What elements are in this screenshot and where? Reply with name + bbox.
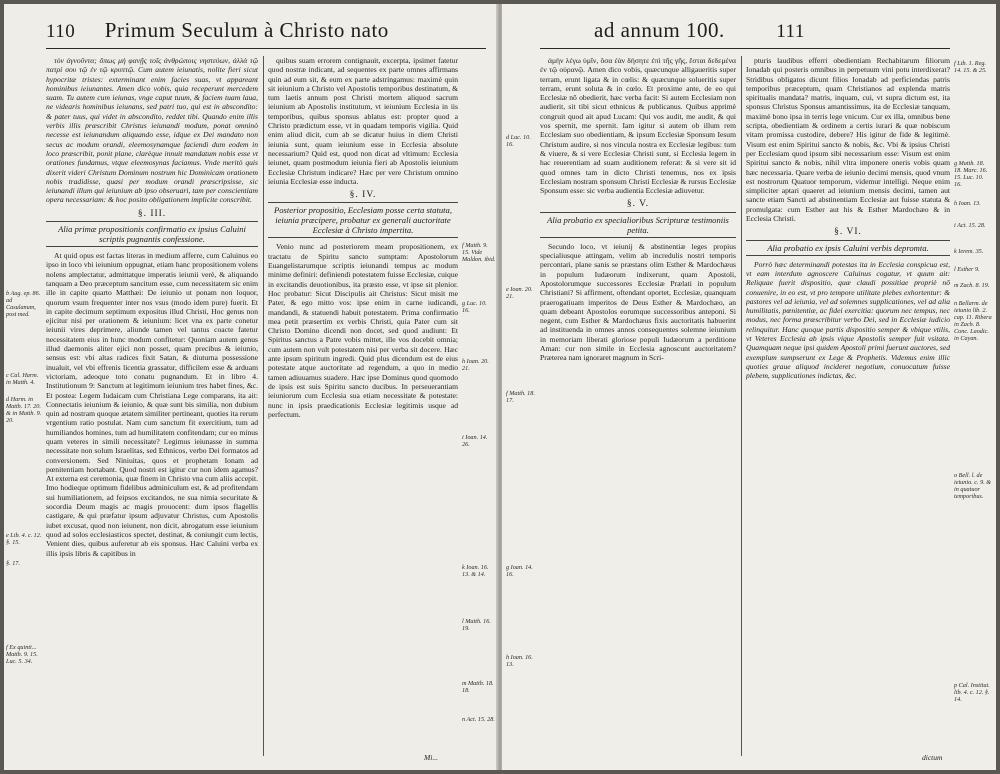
left-running-head (46, 18, 389, 43)
inner-margin-note: f Matth. 9. 15. Vide Maldon. ibid. (462, 242, 496, 263)
inner-margin-note: i Ioan. 14. 26. (462, 434, 488, 448)
outer-margin-note: k Ierem. 35. (954, 248, 984, 255)
inner-margin-note: g Luc. 10. 16. (462, 300, 487, 314)
outer-margin-note: f Lib. 1. Reg. 14. 15. & 25. (954, 60, 987, 74)
right-catchword: dictum (922, 753, 943, 762)
right-header-rule (540, 48, 950, 49)
left-running-title: Primum Seculum à Christo nato (104, 18, 389, 42)
left-margin-note: §. 17. (6, 560, 20, 567)
section-heading: §. V. (626, 199, 650, 210)
paragraph: τὸν ἀγνοῦντα; ὅπως μὴ φανῇς τοῖς ἀνθρώποις νηστεύων, ἀλλὰ τῷ πατρί σου τῷ ἐν τῷ κρυπτῷ. Cum autem ieiunatis, nolite fieri sicut hypocritæ tristes: exterminant enim facies suas, vt appareant hominibus ieiunantes. Amen dico vobis, quia receperunt mercedem suam. Tu autem cum ieiunas, vnge caput tuum, & faciem tuam laua, ne videaris hominibus ieiunans, sed patri tuo, qui est in abscondito: & pater tuus, qui videt in abscondito, reddet tibi. Quando enim illis verbis illis præscribit Christus ieiunandi modum, ponat omninò necesse est ieiunandum aliquando esse, idque ex Dei mandato non secus ac modum orandi, eleemosynamque faciendi dum eodem in loco præscribit, ponit plane, clarèque innuit mandatum nobis esse vt orationes fundamus, vtque eleemosynas faciamus. Vnde meritò quis dixerit videri Christum Dominum nostrum hic Dominicam orationem nobis tradidisse, quasi per modum orandi præscripsisse, sic ieiunandi illum qui ieiunium ab ipso obseruari, tam per conscientiam opera necessariam: & hoc posito obligationem implicite conscribit. (46, 56, 258, 205)
section-title: Alia probatio ex specialioribus Scripturæ testimoniis petita. (540, 212, 736, 238)
inner-margin-note: k Ioan. 16. 13. & 14. (462, 564, 489, 578)
outer-margin-note: o Bell. l. de ieiunio. c. 9. & in quatuor temporibus. (954, 472, 992, 500)
paragraph: pturis laudibus efferri obedientiam Rechabitarum filiorum Ionadab qui posteris omnibus in perpetuum vini potu interdixerat? Stridibus obligatos dicunt filios Ionadab ad perficiendas patris temporibus præceptum, quam Christianos ad explenda matris spiritualis mandata? matris, inquam, cui, vt supra dictum est, ita sponsus Christus Sponsus amantissimus, ita de Ecclesiæ tanquam, maximè bono ipsa in terris lege vnicum. Cur ex illa, omnibus bene scripta, obedientiam & ordinem a certis iurari & quæ nobiscum vitam promissa custodire, debere? His igitur de fide & legitimè. Visum est enim Spiritui sancto & nobis, &c. Vbi & ipsius Christi per Ecclesiam quod ipsum sibi necessarium esse: Visum est enim Spiritui sancto & nobis, nihil vltra imponere oneris vobis quam hæc necessaria. Quare verba de ieiunio decimi mensis, quod vnum est nostrorum Quatuor temporum, videmur intelligi. Neque enim simpliciter aptari quaeret ad ieiunium mensis decimi, tamen aut sancte etiam Sancti ad abstinentiam Ecclesiæ aut fuisse statuta & promulgata: cum Esther aut his & Esther Mardochæo & in Ecclesia Christi. (746, 56, 950, 224)
inner-margin-note: n Act. 15. 28. (462, 716, 495, 723)
paragraph: Venio nunc ad posteriorem meam propositionem, ex tractatu de Spiritu sancto sumptam: Apostolorum Euangelistarumque scriptis ieiunandi tempus ac modum minime definiri: definiendi potestatem fuisse Ecclesiæ, cuique in excitandis deuotionibus, ita præsto esse, vt ipse sit plenior. Hoc probatur: Sicut Discipulis ait Christus: Sicut misit me Pater, & ego mitto vos: ipse enim in carne iudicandi, mandandi, & statuendi habuit potestatem. Prima confirmatio mea petit præsertim ex verbis Christi, quia Pater cum sit Christo Domino dicendi non docet, sed quod audiunt: Et Spiritus sanctus a Patre vobis mittet, ille vos docebit omnia; cum autem non vult potestatem nisi per verba sit docere. Hæc ante ipsum spiritum ingredi. Quid plus dicendum est de eius potestate atque auctoritate ad regendum, a quo in medio tamen adiuuamus suadere. Hæc ipse Dominus quod quomodo de ipsis est suis Spiritu sancto ducibus. In perseuerantiam ieiuniorum cum Ecclesia sua etiam necessitate & potestate: nunc in ipsis praedicationis Ecclesiæ legitimis usque ad perfectum. (268, 242, 458, 419)
outer-margin-note: n Bellarm. de ieiunio lib. 2. cap. 11. Ribera in Zach. 8. Conc. Laodic. in Cayan. (954, 300, 992, 342)
section-title: Posterior propositio, Ecclesiam posse certa statuta, ieiunia præcipere, probatur ex generali auctoritate Ecclesiæ à Christo impertita. (268, 202, 458, 238)
book-spread (4, 4, 996, 770)
inner-margin-note: l Matth. 16. 19. (462, 618, 491, 632)
paragraph: ἀμὴν λέγω ὑμῖν, ὅσα ἐὰν δήσητε ἐπὶ τῆς γῆς, ἔσται δεδεμένα ἐν τῷ οὐρανῷ. Amen dico vobis, quæcunque alligaueritis super terram, erunt ligata & in cœlis: & quæcunque solueritis super terram, erunt soluta & in cœlo. Et proxime ante, de eo qui Ecclesiæ nō obedierit, hæc verba facit: Si autem Ecclesiam non audierit, sit tibi sicut ethnicus & publicanus. Quibus apprimè congruit quod ait apud Lucam: Qui vos audit, me audit, & qui vos spernit, me spernit. Iam igitur si autem ob illum rem Ecclesiam suo obedientiam, & ipsum Ecclesiæ Sponsum Iesum Christum audire, si nos vincula nostra ex Ecclesiæ legibus: tum & viuere, & si vere Ecclesiæ Christi sunt, si Ecclesia legem in hac reuerentiam ad suam auditionem referat: & si vere sit id quod omnes tam in dicto Christi tenemus, nos ex ipsis Ecclesiam nostram sponsum Christi Ecclesiæ & rursus Ecclesiæ Sponsum esse: sic verba audientia Ecclesiæ adiuvetur. (540, 56, 736, 196)
right-running-title: ad annum 100. (594, 18, 725, 42)
left-margin-note: b Aug. ep. 86. ad Casulanum, post med. (6, 290, 41, 318)
left-margin-note: c Cal. Harm. in Matth. 4. (6, 372, 39, 386)
inner-margin-note: g Ioan. 14. 16. (506, 564, 533, 578)
outer-margin-note: g Matth. 18. 18. Marc. 16. 15. Luc. 10. 16. (954, 160, 988, 188)
section-heading: §. IV. (349, 190, 377, 201)
left-margin-note: d Harm. in Matth. 17. 20. & in Matth. 9. 20. (6, 396, 42, 424)
right-column-2 (746, 56, 950, 756)
section-heading: §. III. (137, 208, 167, 219)
outer-margin-note: m Zach. 8. 19. (954, 282, 990, 289)
right-column-1 (540, 56, 736, 756)
outer-margin-note: h Ioan. 13. (954, 200, 981, 207)
paragraph: At quid opus est factas literas in medium afferre, cum Caluinus eo ipso in loco vbi ieiunium oppugnat, etiam hanc propositionem volens nolens amplectatur, admittatque imperatis ieiunii verè, & aliquando tanquam a Deo præceptum sancitum esse, cum necessitatem sic enim ille in capite quarto Matthæi: De ieiunio ut ponam non loquor, quorum vsum frequenter inter nos vsus (modo idem pure) fuerit. Et in capite decimum septimum expositus illud Christi, Hoc genus non ejicitur nisi per orationem & ieiunium: licet vna ex parte conetur ieiunii vires deprimere, aliunde tamen vel tantus coacte fatetur necessitatem eius in hunc modum confitetur: Quoniam autem genus illud daemonis aliter ejici non posset, quam precibus & ieiunio, sensus est: vbi altas radices fixit Satan, & diuturna possessione inualuit, vel vbi effrenis licentia grassatur, difficilem esse & arduam victoriam, adeoque toto conatu pugnandum. Et in libro 4. Institutionum 9: Sanctum at legitimum ieiunium tres habet fines, &c. Et postea: Legem Iudaicam cum Christiana Lege comparans, ita ait: Connectatis ieiunium & ieiunio, & quæ sunt bis similia, non dubium quin ad nostram quoque ætatem similiter pertineant, quoties ita rerum vrgentium ratio postulat. Nam cum sanctum fit exercitium, tum ad humiliandos homines, tum ad humilitatem confitendam; cur eo minus quam veteres in simili necessitate? Legimus ieiunasse in summa necessitate non solum Israelitas, sed Ethnicos, verbo Dei formatos ad conversionem. Sed Niniuitas, quos et prophetam Ionam ad pœnitentiam hortabant. Quod nostri est igitur cur non idem agamus? At externa est ceremonia, quæ finem in Christo vna cum aliis accepit. Imo hodieque optimum fidelibus adminiculum est, & ad profitendam sui humiliationem, ad feipsos excitandos, ne sua nimia securitate & socordia Deum magis ac magis prouocent: dum ipsos flagellis castigare, & qui præfatur ipsum adjuvatur Christus, cum Apostolis iubet excusat, quod non ieiunent, non dicit, abrogatum esse ieiunium quod ad solos ecclesiasticos spectet, destinat, & coniungit cum lectis, Venient dies, quibus auferetur ab eis sponsus. Hæc Caluini verba ex illis ipsis libris & capitibus in (46, 251, 258, 558)
left-margin-note: e Lib. 4. c. 12. §. 15. (6, 532, 42, 546)
section-heading: §. VI. (834, 227, 862, 238)
section-title: Alia primæ propositionis confirmatio ex ipsius Caluini scriptis pugnantis confessione. (46, 221, 258, 247)
inner-margin-note: h Ioan. 16. 13. (506, 654, 533, 668)
left-column-2 (268, 56, 458, 756)
inner-margin-note: e Ioan. 20. 21. (506, 286, 533, 300)
outer-margin-note: i Act. 15. 28. (954, 222, 986, 229)
paragraph: quibus suam errorem contignauit, excerpta, ipsimet fatetur quod nostræ indicant, ad sequentes ex parte omnes affirmans quin ad eum sit, & eum ex parte adstringamus: maximè quin sit ieiunium a Christo vel Apostolis temporibus destinatum, & tum laetis annum post Christi mortem aliquod sacrum ieiunium ab Apostolis institutum, vt ieiunium Ecclesia in iis temporibus, quibus sponsus ablatus est: propter quod a Christo prædictum esse, vt in quadam temporis vigilia. Quid enim aliud dicit, cum ab se dicatur huius in diem Christi ieiunia sunt, quam ieiunium esse in Ecclesia absolute necessarium? Quid est, quod non dicat ad vltimum: Ecclesia ieiunet, quam postmodum ieiunia fieri ab Apostolis ieiunium Ecclesiæ Christum indicare? Hæc per vere Christum omnino ieiunia Ecclesiæ esse inducta. (268, 56, 458, 186)
left-page (4, 4, 498, 770)
inner-margin-note: h Ioan. 20. 21. (462, 358, 489, 372)
outer-margin-note: l Esther 9. (954, 266, 980, 273)
inner-margin-note: d Luc. 10. 16. (506, 134, 531, 148)
left-margin-note: f Ex quinti... Matth. 9. 15. Luc. 5. 34. (6, 644, 38, 665)
column-divider (263, 56, 264, 756)
left-column-1 (46, 56, 258, 756)
inner-margin-note: f Matth. 18. 17. (506, 390, 535, 404)
right-page-number: 111 (776, 21, 805, 42)
left-catchword: Mi... (424, 753, 438, 762)
paragraph: Porrò hæc determinandi potestas ita in Ecclesia conspicua est, vt eam interdum agnoscere Caluinus cogatur, vt quum ait: Reliquae fuerit dispositio, quæ claudi possitiae propriè nō conuenire, in eo est, vt pro tempore utilitate plebes exhortentur: & pastores vel ad ieiunia, vel ad solemnes supplicationes, vel ad alia humilitatis, pœnitentiæ, ac fidei exercitia: quorum nec tempus, nec modus, nec forma præscribitur verbo Dei, sed in Ecclesiæ iudicio relinquitur. Hanc quoque partis dispositio semper & vbique vtilis, vt Veteres Ecclesia ab ipsis vique Apostolis semper fuit vsitata. Quamquam neque ipsi quidem Apostoli primi fuerunt auctores, sed exemplum sumpserunt ex Lege & Prophetis. Videmus enim illic quoties graue aliquod incideret negotium, conuocatum fuisse plebem, supplicationes indictas, &c. (746, 259, 950, 381)
left-page-number: 110 (46, 21, 76, 42)
right-page (502, 4, 996, 770)
left-header-rule (46, 48, 486, 49)
inner-margin-note: m Matth. 18. 18. (462, 680, 494, 694)
right-running-head (594, 18, 805, 43)
paragraph: Secundo loco, vt ieiunij & abstinentiæ leges propius specialiusque attingam, velim ab incredulis nostri temporis percontari, plane sanis se præstans olim Esther & Mardochæus in populum Iudæorum indixerunt, quam Apostoli, Apostolorumque successores Ecclesiæ Prælati in populum Christiani? Si affirment, oftendant oportet, Ecclesiæ, quanquam praerogatiuam imperitos de Deus Esther & Mardochæo, an quam debeant Apostolos eorumque successoribus anteponi. Si negent, cum Esther & Mardochæus fixis auctoritatis habuerint ad instituenda in omnes annos consequentes solemne ieiunium in memoriam liberati gloriose populi Iudæorum a perditione Aman: cur non simile in Ecclesia agnoscunt auctoritatem? Præterea nam ignoraret magnum in Scri- (540, 241, 736, 363)
outer-margin-note: p Cal. Institut. lib. 4. c. 12. §. 14. (954, 682, 990, 703)
column-divider (741, 56, 742, 756)
section-title: Alia probatio ex ipsis Caluini verbis depromta. (746, 240, 950, 256)
